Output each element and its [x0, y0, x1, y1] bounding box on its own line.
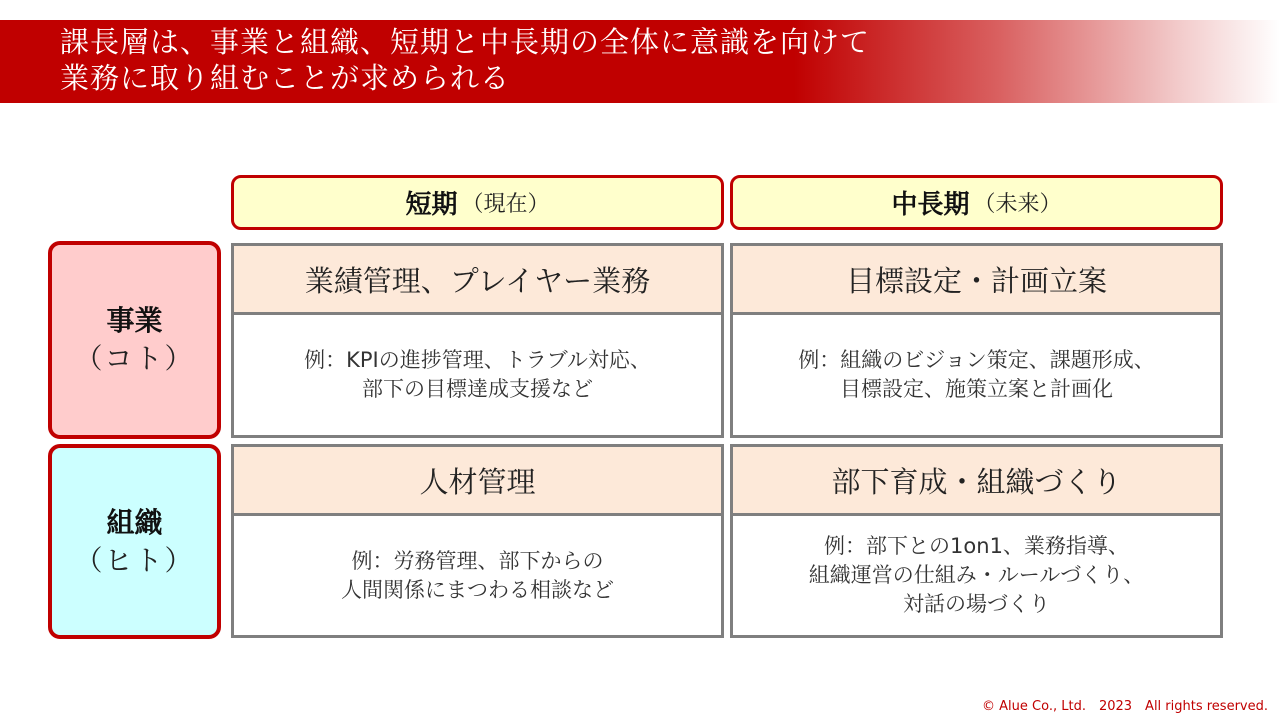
- cell-example-line: 人間関係にまつわる相談など: [341, 577, 614, 602]
- row-label-main: 組織: [106, 505, 163, 539]
- column-header-sub: （未来）: [973, 192, 1062, 217]
- column-header-short-term: [231, 175, 724, 230]
- row-label-sub: （コト）: [74, 342, 195, 375]
- cell-example-line: 例：労務管理、部下からの: [351, 548, 604, 573]
- cell-heading-org-short: 人材管理: [231, 444, 724, 516]
- slide-title-line-2: 業務に取り組むことが求められる: [60, 61, 511, 95]
- cell-example-line: 対話の場づくり: [903, 592, 1050, 616]
- slide-title-line-1: 課長層は、事業と組織、短期と中長期の全体に意識を向けて: [60, 25, 871, 59]
- cell-heading-business-short: 業績管理、プレイヤー業務: [231, 243, 724, 315]
- column-header-main: 中長期: [891, 190, 970, 220]
- row-label-main: 事業: [106, 304, 163, 337]
- cell-example-line: 目標設定、施策立案と計画化: [840, 377, 1113, 401]
- cell-heading-org-long: 部下育成・組織づくり: [730, 444, 1223, 516]
- cell-example-line: 部下の目標達成支援など: [362, 377, 593, 401]
- row-label-organization: [48, 444, 221, 639]
- copyright-notice: © Alue Co., Ltd. 2023 All rights reserved.: [982, 699, 1268, 714]
- cell-example-line: 例：組織のビジョン策定、課題形成、: [798, 348, 1155, 372]
- cell-body-org-long: [730, 516, 1223, 638]
- cell-body-org-short: [231, 516, 724, 638]
- column-header-sub: （現在）: [461, 192, 550, 217]
- cell-example-line: 例：KPIの進捗管理、トラブル対応、: [304, 348, 651, 372]
- slide-title: [60, 24, 1060, 96]
- column-header-long-term: [730, 175, 1223, 230]
- row-label-business: [48, 241, 221, 439]
- row-label-sub: （ヒト）: [74, 543, 195, 577]
- cell-heading-business-long: 目標設定・計画立案: [730, 243, 1223, 315]
- column-header-main: 短期: [405, 190, 458, 220]
- cell-example-line: 例：部下との1on1、業務指導、: [824, 534, 1129, 558]
- cell-body-business-long: [730, 315, 1223, 438]
- cell-body-business-short: [231, 315, 724, 438]
- cell-example-line: 組織運営の仕組み・ルールづくり、: [808, 563, 1145, 587]
